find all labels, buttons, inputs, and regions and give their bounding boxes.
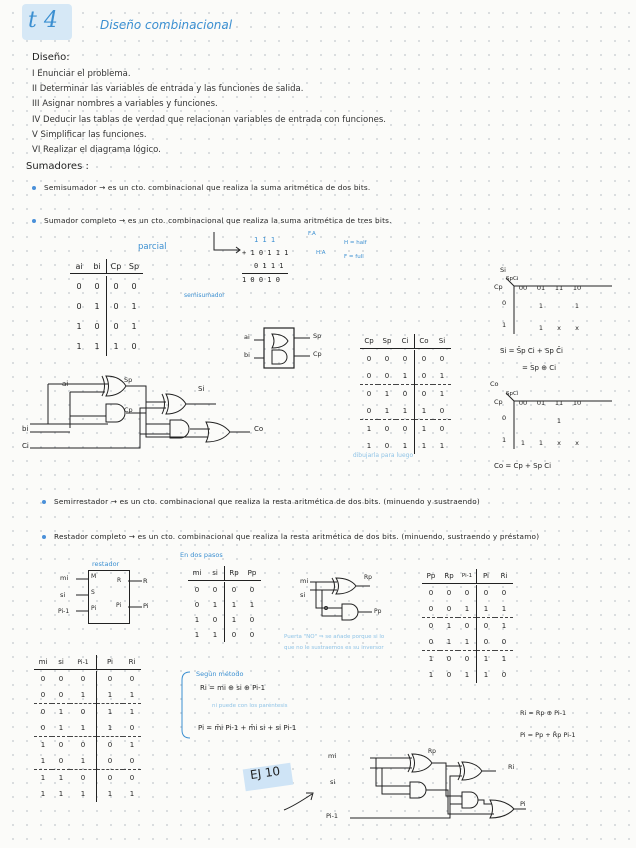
table-row: 1 1 1 0 <box>70 336 143 356</box>
full-adder-definition: Sumador completo → es un cto. combinacional que realiza la suma aritmética de tres bits. <box>32 216 622 225</box>
circuit-c: Ci <box>22 442 29 450</box>
hs-in-m: mi <box>300 577 309 585</box>
fc-out-ri: Ri <box>508 763 515 771</box>
table-row: 1 1 x x <box>520 439 579 447</box>
hs-out-p: Pp <box>374 608 382 615</box>
eq-si-2: = Sp ⊕ Ci <box>522 364 557 372</box>
topic-number: t 4 <box>28 8 58 33</box>
design-step: V Simplificar las funciones. <box>32 129 147 140</box>
eq-p1: Pi = m̄i Pi-1 + m̄i si + si Pi-1 <box>198 724 297 732</box>
half-adder-definition: Semisumador → es un cto. combinacional que realiza la suma aritmética de dos bits. <box>32 183 622 192</box>
full-subtractor-circuit <box>350 748 530 828</box>
table-row: 1 0 0 1 0 <box>360 420 451 438</box>
block-pin-r: R <box>117 577 122 584</box>
full-subtractor-definition: Restador completo → es un cto. combinacional que realiza la resta aritmética de dos bits. (minuendo, sustraendo y préstamo) <box>42 530 622 543</box>
kmap-row-label: 1 <box>502 436 507 444</box>
example-sum: 1 1 1 + 1 0 1 1 1 0 1 1 1 1 0 0 1 0 <box>242 236 289 284</box>
circuit-sp: Sp <box>124 376 133 384</box>
full-adder-table <box>360 334 451 454</box>
exercise-label: EJ 10 <box>249 763 282 783</box>
table-header: Cp Sp Ci Co Si <box>360 334 451 349</box>
block-title: restador <box>92 560 120 568</box>
bullet-icon <box>42 535 46 539</box>
table-header: ai bi Cp Sp <box>70 259 143 274</box>
design-steps <box>32 67 452 158</box>
eq-r1: Ri = mi ⊕ si ⊕ Pi-1 <box>200 684 266 692</box>
half-adder-table <box>70 259 143 356</box>
block-in-p: Pi-1 <box>58 608 70 615</box>
circuit-a: ai <box>62 380 69 388</box>
full-subtractor-table <box>34 655 141 802</box>
table-note: dibujarla para luego <box>352 452 414 459</box>
design-step: VI Realizar el diagrama lógico. <box>32 145 161 156</box>
circuit-si: Si <box>198 385 205 393</box>
steps-label: En dos pasos <box>180 551 223 559</box>
kmap-row-label: 0 <box>502 299 507 307</box>
half-subtractor-table <box>188 566 261 642</box>
kmap-si-rowvar: Cp <box>494 283 503 291</box>
table-row: 1 1 0 0 0 <box>34 770 141 787</box>
block-b: bi <box>244 351 250 359</box>
block-cp: Cp <box>313 350 322 358</box>
method-note: ni puede con los paréntesis <box>212 703 288 709</box>
block-in-m: mi <box>60 574 69 582</box>
eq-si-1: Si = S̄p Ci + Sp C̄i <box>500 347 563 355</box>
table-row: 1 0 0 1 1 <box>422 651 513 668</box>
kmap-si-title: Si <box>500 266 506 274</box>
design-step: III Asignar nombres a variables y funciones. <box>32 99 218 110</box>
kmap-si-colvar: SpCi <box>506 276 519 282</box>
eq-p2: Pi = Pp + R̄p Pi-1 <box>520 731 576 739</box>
block-pin-m: M <box>91 573 97 580</box>
table-row: 0 0 0 0 <box>188 582 261 597</box>
circuit-b: bi <box>22 425 29 433</box>
table-row: 1 1 1 1 1 <box>34 786 141 802</box>
eq-r2: Ri = Rp ⊕ Pi-1 <box>520 709 567 717</box>
arrow-icon <box>280 788 320 814</box>
table-row: 0 0 0 0 <box>70 276 143 296</box>
block-pin-pp: Pi <box>116 602 122 609</box>
table-row: 0 1 1 1 <box>188 597 261 612</box>
table-row: 0 1 0 1 <box>70 296 143 316</box>
table-row: 0 0 1 0 1 <box>360 367 451 385</box>
table-row: 1 0 0 0 1 <box>34 737 141 754</box>
table-row: 0 1 0 0 1 <box>422 618 513 635</box>
table-row: 0 0 1 1 1 <box>34 687 141 704</box>
second-stage-table <box>422 569 513 683</box>
kmap-co-rowvar: Cp <box>494 398 503 406</box>
design-step: II Determinar las variables de entrada y las funciones de salida. <box>32 84 304 95</box>
table-row: 0 0 0 0 0 <box>34 671 141 687</box>
block-sp: Sp <box>313 332 322 340</box>
fc-in-m: mi <box>328 752 337 760</box>
circuit-co: Co <box>254 425 264 433</box>
hs-out-r: Rp <box>364 574 372 581</box>
table-row: 0 1 1 1 0 <box>360 402 451 420</box>
half-note: Puerta "NO" ⇒ se añade porque si lo que no le sustraemos es su inversor <box>284 634 385 651</box>
table-header: Pp Rp Pi-1 Pi Ri <box>422 569 513 584</box>
block-pin-p: Pi <box>91 605 97 612</box>
table-row: 0 1 1 0 0 <box>422 634 513 651</box>
table-row: 1 0 0 1 <box>70 316 143 336</box>
kmap-co: 00 01 11 10 1 1 1 x x <box>514 396 586 454</box>
kmap-row-label: 1 <box>502 321 507 329</box>
block-in-s: si <box>60 591 66 599</box>
eq-co: Co = Cp + Sp Ci <box>494 462 552 470</box>
table-row: 0 0 1 1 1 <box>422 601 513 618</box>
kmap-row-label: 0 <box>502 414 507 422</box>
block-pin-s: S <box>91 589 95 596</box>
design-step: I Enunciar el problema. <box>32 69 131 79</box>
table-header: mi si Rp Pp <box>188 566 261 581</box>
table-row: 1 0 1 0 0 <box>34 753 141 770</box>
block-a: ai <box>244 333 250 341</box>
table-row: 1 x x <box>538 324 579 332</box>
legend: H = half F = full <box>344 240 367 260</box>
ha-label: H.A <box>316 250 326 256</box>
bracket-icon <box>178 670 192 740</box>
table-row: 1 0 1 1 1 <box>360 437 451 454</box>
bullet-icon <box>32 186 36 190</box>
table-row: 1 1 <box>538 302 580 310</box>
kmap-si: 00 01 11 10 1 1 1 x x <box>514 281 586 339</box>
fc-out-pi: Pi <box>520 800 526 808</box>
table-row: 1 1 0 0 <box>188 627 261 642</box>
kmap-co-colvar: SpCi <box>506 391 519 397</box>
table-row: 0 0 0 0 0 <box>360 350 451 367</box>
partial-label: parcial <box>138 242 167 252</box>
table-row: 1 <box>556 417 562 425</box>
circuit-cp: Cp <box>124 406 133 414</box>
fa-label: F.A <box>308 231 316 237</box>
adders-heading: Sumadores : <box>26 161 89 172</box>
table-row: 0 1 0 1 1 <box>34 704 141 721</box>
fc-in-s: si <box>330 778 336 786</box>
block-out-r: R <box>143 577 148 585</box>
bullet-icon <box>32 219 36 223</box>
table-row: 1 0 1 1 0 <box>422 667 513 683</box>
kmap-co-title: Co <box>490 380 499 388</box>
table-row: 0 1 0 0 1 <box>360 385 451 403</box>
table-row: 0 1 1 1 0 <box>34 720 141 737</box>
fc-rp: Rp <box>428 748 436 755</box>
half-subtractor-definition: Semirrestador → es un cto. combinacional que realiza la resta aritmética de dos bits. (minuendo y sustraendo) <box>42 497 622 506</box>
design-heading: Diseño: <box>32 52 70 63</box>
block-out-p: Pi <box>143 602 149 610</box>
half-subtractor-circuit <box>296 574 406 624</box>
method-label: Según método <box>196 670 244 678</box>
bullet-icon <box>42 500 46 504</box>
table-row: 0 0 0 0 0 <box>422 585 513 601</box>
table-header: mi si Pi-1 Pi Ri <box>34 655 141 670</box>
half-adder-label: semisumador <box>184 292 225 299</box>
table-row: 1 0 1 0 <box>188 612 261 627</box>
design-step: IV Deducir las tablas de verdad que relacionan variables de entrada con funciones. <box>32 114 386 125</box>
page-title: Diseño combinacional <box>100 18 233 32</box>
fc-in-p: Pi-1 <box>326 812 339 820</box>
hs-in-s: si <box>300 591 306 599</box>
